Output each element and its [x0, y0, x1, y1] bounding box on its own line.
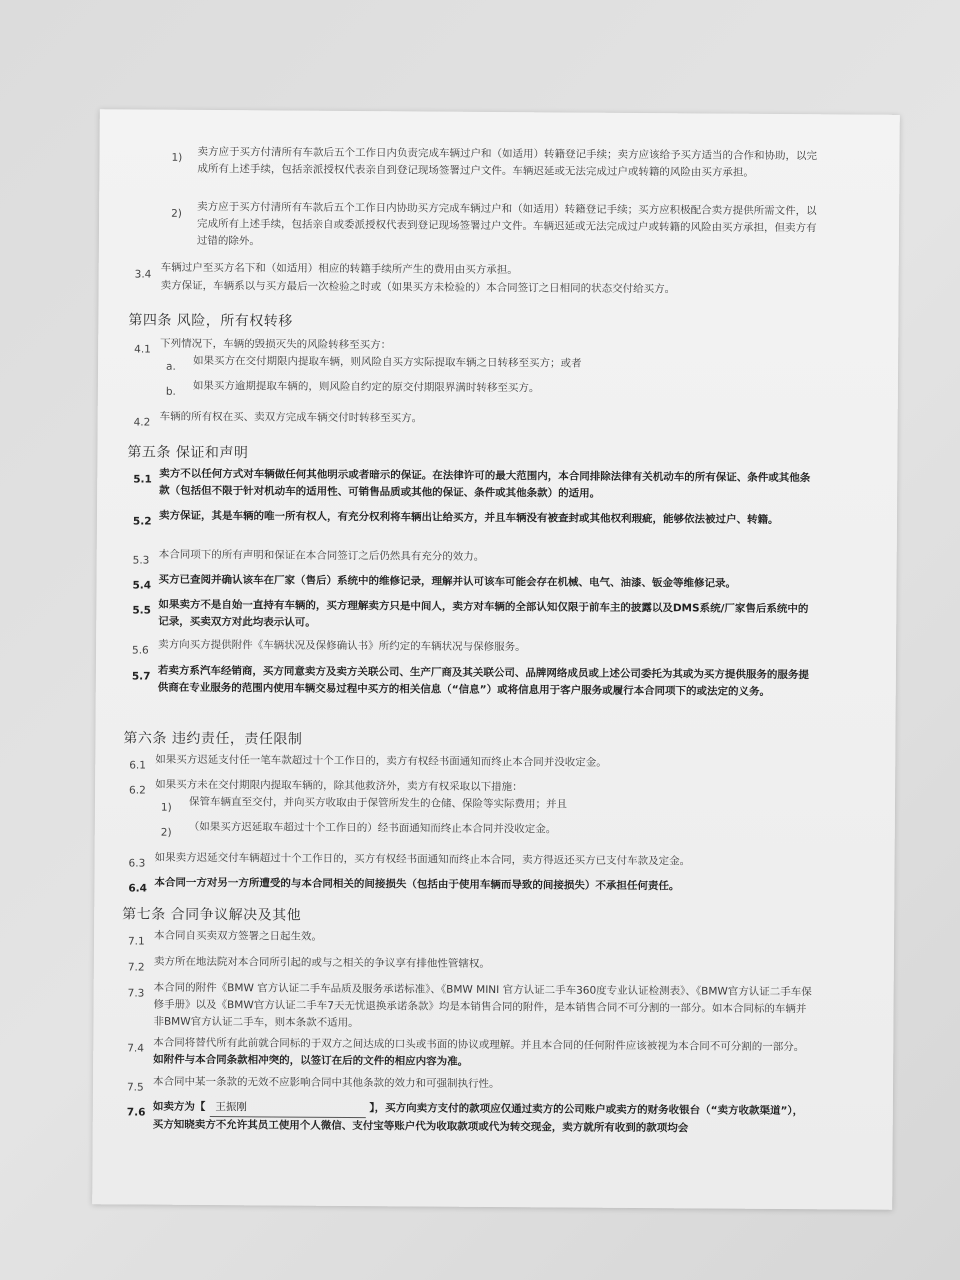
clause-text: 本合同项下的所有声明和保证在本合同签订之后仍然具有充分的效力。: [158, 548, 485, 563]
clause-text: 本合同一方对另一方所遭受的与本合同相关的间接损失（包括由于使用车辆而导致的间接损失）不承担任何责任。: [154, 876, 680, 893]
clause-number: 5.2: [132, 515, 152, 528]
clause-number: a.: [165, 360, 176, 373]
clause-text-part: 】，买方向卖方支付的款项应仅通过卖方的公司账户或卖方的财务收银台（“卖方收款渠道”），买方知晓卖方不允许其员工使用个人微信、支付宝等账户代为收取款项或代为转交现金，卖方就所有收到的款项均会: [152, 1102, 804, 1135]
clause-text-bold: 如附件与本合同条款相冲突的，以签订在后的文件的相应内容为准。: [153, 1053, 469, 1068]
clause-text: 如果买方未在交付期限内提取车辆的，除其他救济外，卖方有权采取以下措施：: [155, 778, 523, 794]
clause-text: 卖方所在地法院对本合同所引起的或与之相关的争议享有排他性管辖权。: [153, 955, 490, 970]
article-heading: 第六条 违约责任，责任限制: [123, 730, 303, 748]
clause-text: [153, 1099, 813, 1139]
clause-text: 车辆过户至买方名下和（如适用）相应的转籍手续所产生的费用由买方承担。: [160, 261, 518, 277]
clause-text: 若卖方系汽车经销商，买方同意卖方及卖方关联公司、生产厂商及其关联公司、品牌网络成员或上述公司委托为其或为买方提供服务的服务提供商在专业服务的范围内使用车辆交易过程中买方的相关信息（“信息”）或将信息用于客户服务或履行本合同项下的或法定的义务。: [157, 664, 809, 698]
clause-number: 4.2: [133, 416, 151, 429]
clause-number: 5.1: [133, 473, 152, 486]
clause-text: 如果卖方不是自始一直持有车辆的，买方理解卖方只是中间人，卖方对车辆的全部认知仅限于前车主的披露以及DMS系统/厂家售后系统中的记录，买卖双方对此均表示认可。: [158, 598, 809, 629]
clause-text: 本合同中某一条款的无效不应影响合同中其他条款的效力和可强制执行性。: [153, 1075, 500, 1091]
clause-number: 7.4: [127, 1042, 145, 1055]
clause-number: 2): [160, 826, 172, 839]
clause-number: 5.7: [131, 670, 151, 683]
clause-text: 卖方不以任何方式对车辆做任何其他明示或者暗示的保证。在法律许可的最大范围内，本合同排除法律有关机动车的所有保证、条件或其他条款（包括但不限于针对机动车的适用性、可销售品质或其他的保证、条件或其他条款）的适用。: [159, 467, 811, 500]
contract-content: [100, 109, 900, 1135]
item-text: 卖方应于买方付清所有车款后五个工作日内负责完成车辆过户和（如适用）转籍登记手续；卖方应该给予买方适当的合作和协助，以完成所有上述手续，包括亲派授权代表亲自到登记现场签署过户文件。车辆迟延或无法完成过户或转籍的风险由买方承担。: [197, 145, 818, 179]
clause-text: 卖方向买方提供附件《车辆状况及保修确认书》所约定的车辆状况与保修服务。: [158, 638, 526, 654]
clause-text: 保管车辆直至交付，并向买方收取由于保管所发生的仓储、保险等实际费用；并且: [188, 795, 568, 811]
clause-number: 5.5: [132, 604, 151, 617]
contract-page: [92, 109, 900, 1210]
clause-text: [153, 1035, 813, 1074]
clause-text: 如果买方迟延支付任一笔车款超过十个工作日的，卖方有权经书面通知而终止本合同并没收定金。: [155, 753, 607, 769]
item-number: 1): [171, 151, 183, 164]
clause-text: 如果买方逾期提取车辆的，则风险自约定的原交付期限界满时转移至买方。: [192, 379, 540, 395]
article-heading: 第五条 保证和声明: [127, 444, 249, 462]
clause-number: 5.6: [132, 644, 149, 657]
clause-number: 6.2: [129, 784, 146, 797]
clause-number: 7.2: [127, 961, 145, 974]
clause-number: 5.4: [132, 579, 152, 592]
clause-number: 7.3: [127, 987, 145, 1000]
clause-number: b.: [165, 385, 176, 398]
clause-text: 卖方保证，车辆系以与买方最后一次检验之时或（如果买方未检验的）本合同签订之日相同的状态交付给买方。: [160, 279, 676, 296]
clause-number: 1): [160, 801, 172, 814]
item-text: 卖方应于买方付清所有车款后五个工作日内协助买方完成车辆过户和（如适用）转籍登记手续；买方应积极配合卖方提供所需文件，以完成所有上述手续，包括亲自或委派授权代表到登记现场签署过户文件。车辆迟延或无法完成过户或转籍的风险由买方承担，但卖方有过错的除外。: [196, 200, 817, 248]
clause-text-part: 如卖方为【: [152, 1100, 206, 1113]
clause-text: 本合同自买卖双方签署之日起生效。: [154, 929, 323, 943]
clause-number: 5.3: [132, 554, 150, 567]
clause-number: 7.1: [127, 935, 145, 948]
clause-text: （如果买方迟延取车超过十个工作日的）经书面通知而终止本合同并没收定金。: [188, 820, 557, 836]
clause-text: 如果卖方迟延交付车辆超过十个工作日的，买方有权经书面通知而终止本合同，卖方得返还买方已支付车款及定金。: [154, 851, 691, 868]
clause-text: 如果买方在交付期限内提取车辆，则风险自买方实际提取车辆之日转移至买方；或者: [193, 354, 582, 370]
clause-text-part: 本合同将替代所有此前就合同标的于双方之间达成的口头或书面的协议或理解。并且本合同的任何附件应该被视为本合同不可分割的一部分。: [153, 1036, 805, 1054]
article-heading: 第七条 合同争议解决及其他: [122, 906, 302, 924]
seller-name-field: 王振刚: [209, 1099, 365, 1118]
clause-number: 4.1: [134, 343, 151, 356]
clause-number: 7.5: [126, 1081, 144, 1094]
clause-text: 下列情况下，车辆的毁损灭失的风险转移至买方：: [160, 337, 392, 352]
clause-text: 买方已查阅并确认该车在厂家（售后）系统中的维修记录，理解并认可该车可能会存在机械、电气、油漆、钣金等维修记录。: [158, 573, 737, 590]
clause-number: 6.1: [129, 759, 146, 772]
clause-number: 7.6: [126, 1106, 146, 1119]
clause-number: 6.3: [128, 857, 146, 870]
item-number: 2): [171, 207, 182, 220]
article-heading: 第四条 风险，所有权转移: [128, 312, 293, 330]
clause-number: 6.4: [128, 882, 148, 895]
clause-text: 车辆的所有权在买、卖双方完成车辆交付时转移至买方。: [159, 410, 423, 425]
clause-text: 卖方保证，其是车辆的唯一所有权人，有充分权利将车辆出让给买方，并且车辆没有被查封或其他权利瑕疵，能够依法被过户、转籍。: [158, 509, 779, 526]
clause-text: 本合同的附件《BMW 官方认证二手车品质及服务承诺标准》、《BMW MINI 官方认证二手车360度专业认证检测表》、《BMW官方认证二手车保修手册》以及《BMW官方认证二手车7天无忧退换承诺条款》均是本销售合同的附件，是本销售合同不可分割的一部分。如本合同标的车辆并非BMW官方认证二手车，则本条款不适用。: [153, 981, 812, 1030]
clause-number: 3.4: [134, 268, 152, 281]
